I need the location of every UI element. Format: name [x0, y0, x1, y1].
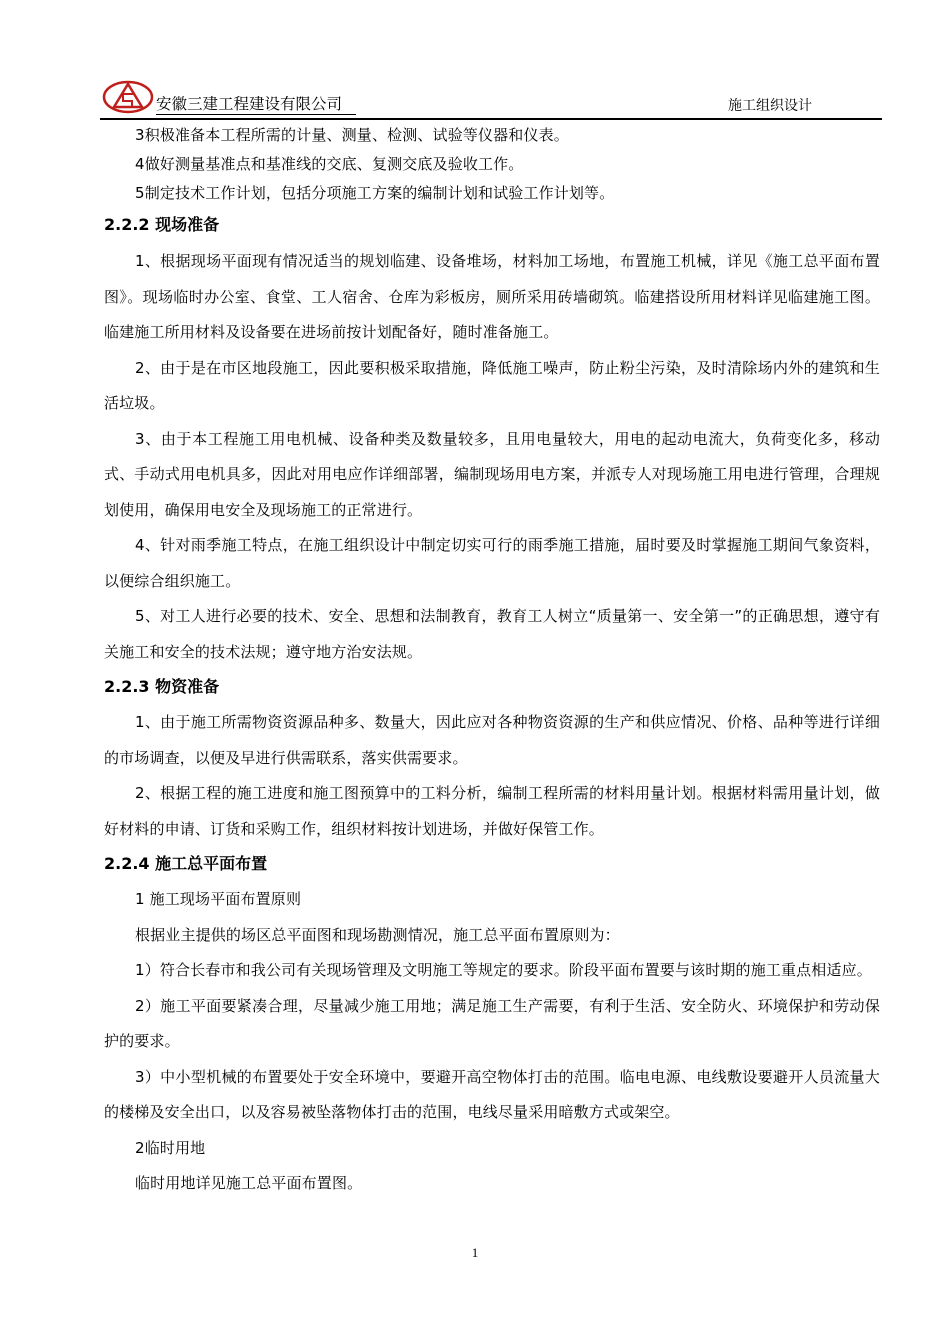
company-logo-icon	[102, 80, 154, 114]
paragraph: 1 施工现场平面布置原则	[135, 890, 302, 908]
section-heading: 2.2.4 施工总平面布置	[104, 854, 268, 873]
paragraph: 3）中小型机械的布置要处于安全环境中，要避开高空物体打击的范围。临电电源、电线敷设要避开人员流量大的楼梯及安全出口，以及容易被坠落物体打击的范围，电线尽量采用暗敷方式或架空。	[104, 1067, 880, 1121]
section-heading: 2.2.2 现场准备	[104, 215, 220, 234]
paragraph: 根据业主提供的场区总平面图和现场勘测情况，施工总平面布置原则为：	[135, 925, 620, 944]
paragraph: 1、根据现场平面现有情况适当的规划临建、设备堆场，材料加工场地，布置施工机械，详见《施工总平面布置图》。现场临时办公室、食堂、工人宿舍、仓库为彩板房，厕所采用砖墙砌筑。临建搭设所用材料详见临建施工图。临建施工所用材料及设备要在进场前按计划配备好，随时准备施工。	[104, 252, 880, 341]
paragraph: 3积极准备本工程所需的计量、测量、检测、试验等仪器和仪表。	[135, 126, 569, 144]
paragraph: 1、由于施工所需物资资源品种多、数量大，因此应对各种物资资源的生产和供应情况、价格、品种等进行详细的市场调查，以便及早进行供需联系，落实供需要求。	[104, 713, 880, 767]
paragraph: 2临时用地	[135, 1138, 206, 1157]
paragraph: 3、由于本工程施工用电机械、设备种类及数量较多，且用电量较大，用电的起动电流大，负荷变化多，移动式、手动式用电机具多，因此对用电应作详细部署，编制现场用电方案，并派专人对现场施工用电进行管理，合理规划使用，确保用电安全及现场施工的正常进行。	[104, 429, 880, 519]
paragraph: 2）施工平面要紧凑合理，尽量减少施工用地；满足施工生产需要，有利于生活、安全防火、环境保护和劳动保护的要求。	[104, 996, 880, 1050]
paragraph: 4、针对雨季施工特点，在施工组织设计中制定切实可行的雨季施工措施，届时要及时掌握施工期间气象资料，以便综合组织施工。	[104, 536, 880, 590]
section-heading: 2.2.3 物资准备	[104, 677, 220, 696]
paragraph: 临时用地详见施工总平面布置图。	[135, 1174, 363, 1192]
paragraph: 2、根据工程的施工进度和施工图预算中的工料分析，编制工程所需的材料用量计划。根据材料需用量计划，做好材料的申请、订货和采购工作，组织材料按计划进场，并做好保管工作。	[104, 784, 880, 838]
page-number: 1	[471, 1245, 479, 1260]
document-title: 施工组织设计	[728, 98, 812, 114]
document-body	[104, 121, 880, 1202]
paragraph: 1）符合长春市和我公司有关现场管理及文明施工等规定的要求。阶段平面布置要与该时期的施工重点相适应。	[135, 961, 872, 979]
paragraph: 4做好测量基准点和基准线的交底、复测交底及验收工作。	[135, 155, 524, 173]
paragraph: 2、由于是在市区地段施工，因此要积极采取措施，降低施工噪声，防止粉尘污染，及时清除场内外的建筑和生活垃圾。	[104, 358, 880, 412]
page-header	[100, 78, 882, 120]
paragraph: 5、对工人进行必要的技术、安全、思想和法制教育，教育工人树立“质量第一、安全第一”的正确思想，遵守有关施工和安全的技术法规；遵守地方治安法规。	[104, 607, 880, 661]
paragraph: 5制定技术工作计划，包括分项施工方案的编制计划和试验工作计划等。	[135, 184, 615, 202]
company-name: 安徽三建工程建设有限公司	[156, 94, 356, 115]
